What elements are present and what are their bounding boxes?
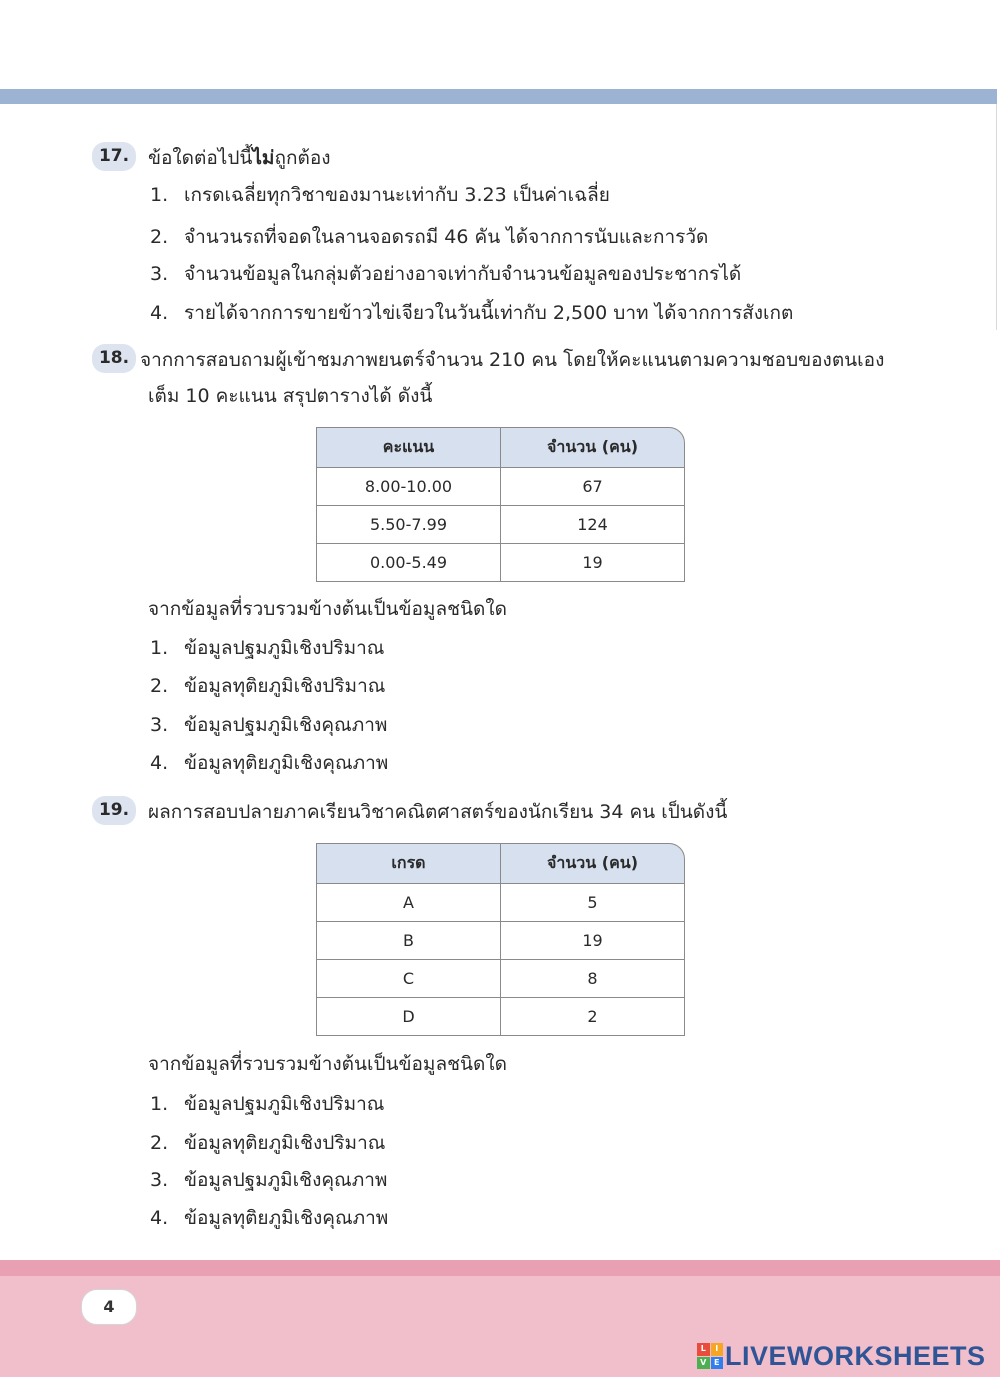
brand-name: LIVEWORKSHEETS	[725, 1340, 986, 1371]
table-cell: 0.00-5.49	[316, 544, 500, 582]
option-number: 3.	[150, 714, 169, 736]
grade-table	[316, 843, 685, 1036]
table-cell: 8.00-10.00	[316, 468, 500, 506]
option-text: ข้อมูลปฐมภูมิเชิงคุณภาพ	[184, 1169, 388, 1191]
table-cell: B	[316, 922, 500, 960]
table-header: จำนวน (คน)	[500, 427, 685, 468]
question-19-line-1: ผลการสอบปลายภาคเรียนวิชาคณิตศาสตร์ของนักเรียน 34 คน เป็นดังนี้	[148, 801, 728, 823]
option-number: 4.	[150, 1207, 169, 1229]
question-18-line-2: เต็ม 10 คะแนน สรุปตารางได้ ดังนี้	[148, 385, 433, 407]
option-number: 4.	[150, 752, 169, 774]
option-number: 1.	[150, 184, 169, 206]
table-cell: C	[316, 960, 500, 998]
q19-option-1[interactable]	[150, 1089, 384, 1119]
table-row	[316, 506, 685, 544]
option-text: จำนวนรถที่จอดในลานจอดรถมี 46 คัน ได้จากการนับและการวัด	[184, 226, 709, 248]
option-text: ข้อมูลทุติยภูมิเชิงคุณภาพ	[184, 1207, 389, 1229]
question-number-badge: 19.	[92, 796, 136, 825]
option-text: ข้อมูลทุติยภูมิเชิงคุณภาพ	[184, 752, 389, 774]
option-text: เกรดเฉลี่ยทุกวิชาของมานะเท่ากับ 3.23 เป็นค่าเฉลี่ย	[184, 184, 610, 206]
prompt-text: ข้อใดต่อไปนี้	[148, 147, 253, 169]
question-17-prompt	[148, 142, 331, 174]
q17-option-3[interactable]	[150, 259, 741, 289]
q17-option-4[interactable]	[150, 298, 793, 328]
question-18-subquestion: จากข้อมูลที่รวบรวมข้างต้นเป็นข้อมูลชนิดใด	[148, 598, 507, 620]
table-header: จำนวน (คน)	[500, 843, 685, 884]
table-cell: 19	[500, 922, 685, 960]
option-text: ข้อมูลปฐมภูมิเชิงปริมาณ	[184, 1093, 385, 1115]
q19-option-2[interactable]	[150, 1128, 385, 1158]
option-number: 2.	[150, 226, 169, 248]
option-text: รายได้จากการขายข้าวไข่เจียวในวันนี้เท่ากับ 2,500 บาท ได้จากการสังเกต	[184, 302, 794, 324]
option-text: ข้อมูลปฐมภูมิเชิงปริมาณ	[184, 637, 385, 659]
question-number-badge: 17.	[92, 142, 136, 171]
top-color-band	[0, 89, 997, 104]
q18-option-3[interactable]	[150, 710, 387, 740]
q19-option-4[interactable]	[150, 1203, 388, 1233]
score-table	[316, 427, 685, 582]
prompt-emphasis: ไม่	[252, 147, 275, 169]
table-header: คะแนน	[316, 427, 500, 468]
option-number: 1.	[150, 637, 169, 659]
question-number-badge: 18.	[92, 344, 136, 373]
logo-letter: L	[697, 1343, 710, 1356]
option-text: ข้อมูลทุติยภูมิเชิงปริมาณ	[184, 675, 386, 697]
option-number: 2.	[150, 1132, 169, 1154]
option-text: ข้อมูลปฐมภูมิเชิงคุณภาพ	[184, 714, 388, 736]
q18-option-1[interactable]	[150, 633, 384, 663]
table-cell: 124	[500, 506, 685, 544]
footer-accent-line	[0, 1260, 1000, 1276]
table-row	[316, 468, 685, 506]
q17-option-1[interactable]	[150, 180, 610, 210]
prompt-text: ถูกต้อง	[274, 147, 331, 169]
table-row	[316, 884, 685, 922]
table-cell: 5.50-7.99	[316, 506, 500, 544]
table-cell: D	[316, 998, 500, 1036]
page-edge-rule	[996, 104, 997, 330]
question-18-line-1: จากการสอบถามผู้เข้าชมภาพยนตร์จำนวน 210 คน โดยให้คะแนนตามความชอบของตนเอง	[140, 349, 885, 371]
table-cell: 5	[500, 884, 685, 922]
liveworksheets-logo-icon	[697, 1343, 723, 1369]
table-row	[316, 960, 685, 998]
option-number: 1.	[150, 1093, 169, 1115]
q19-option-3[interactable]	[150, 1165, 387, 1195]
table-cell: A	[316, 884, 500, 922]
table-cell: 19	[500, 544, 685, 582]
question-19-subquestion: จากข้อมูลที่รวบรวมข้างต้นเป็นข้อมูลชนิดใด	[148, 1053, 507, 1075]
q18-option-2[interactable]	[150, 671, 385, 701]
q18-option-4[interactable]	[150, 748, 388, 778]
table-row	[316, 544, 685, 582]
table-header: เกรด	[316, 843, 500, 884]
table-cell: 2	[500, 998, 685, 1036]
option-number: 2.	[150, 675, 169, 697]
table-cell: 8	[500, 960, 685, 998]
option-text: จำนวนข้อมูลในกลุ่มตัวอย่างอาจเท่ากับจำนวนข้อมูลของประชากรได้	[184, 263, 742, 285]
logo-letter: E	[711, 1357, 724, 1370]
option-number: 3.	[150, 263, 169, 285]
liveworksheets-brand[interactable]	[697, 1340, 986, 1372]
table-cell: 67	[500, 468, 685, 506]
option-number: 4.	[150, 302, 169, 324]
option-text: ข้อมูลทุติยภูมิเชิงปริมาณ	[184, 1132, 386, 1154]
q17-option-2[interactable]	[150, 222, 708, 252]
table-row	[316, 998, 685, 1036]
table-row	[316, 922, 685, 960]
logo-letter: V	[697, 1357, 710, 1370]
option-number: 3.	[150, 1169, 169, 1191]
logo-letter: I	[711, 1343, 724, 1356]
page-number: 4	[81, 1289, 137, 1325]
